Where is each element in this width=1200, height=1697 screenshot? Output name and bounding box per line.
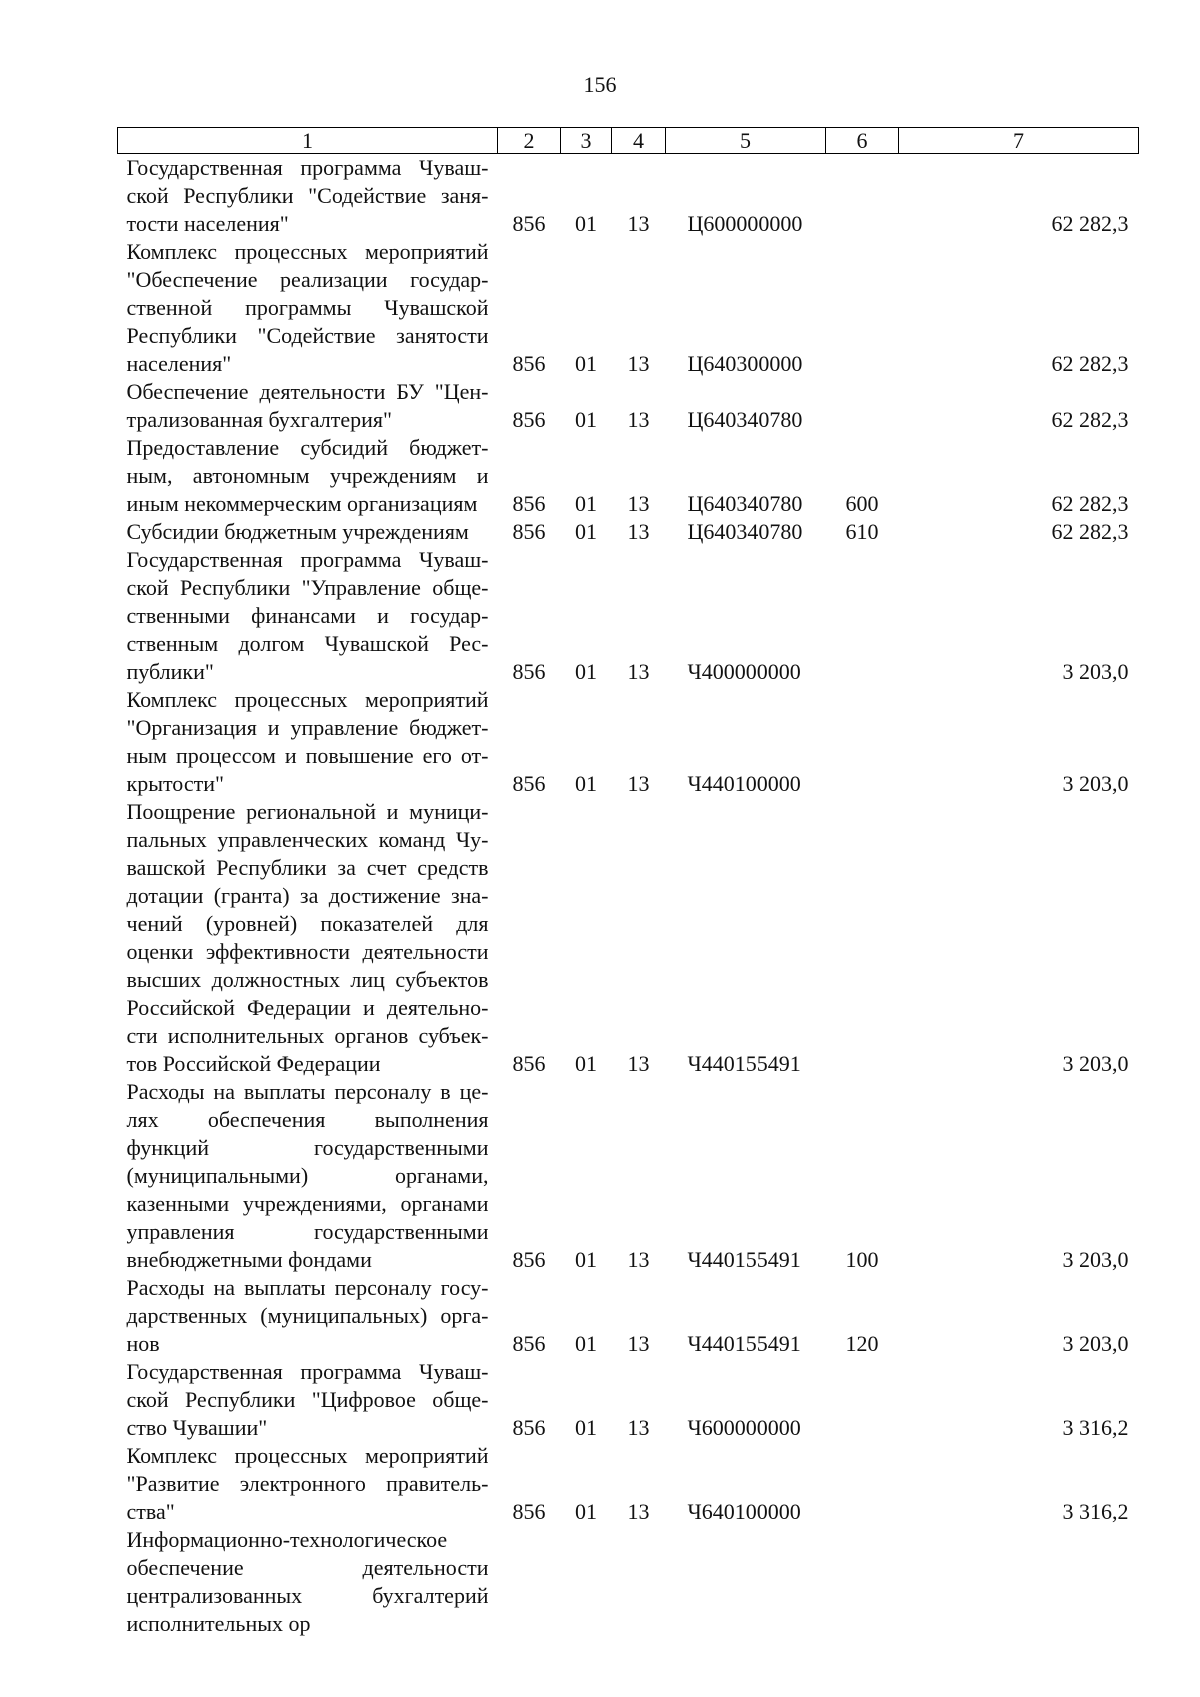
section-code: 01 — [575, 211, 597, 236]
amount: 62 282,3 — [1051, 491, 1129, 516]
amount: 3 203,0 — [1062, 1331, 1129, 1356]
table-row — [118, 1078, 1139, 1274]
table-row — [118, 238, 1139, 378]
table-body — [118, 154, 1139, 1639]
table-row — [118, 1358, 1139, 1442]
section-code: 01 — [575, 519, 597, 544]
header-col-3: 3 — [561, 128, 612, 154]
amount: 3 203,0 — [1062, 659, 1129, 684]
ministry-code: 856 — [512, 211, 546, 236]
target-article-code: Ч600000000 — [687, 1415, 801, 1440]
expense-name: Комплекс процессных мероприятий "Развитие электронного правительства" — [126, 1443, 489, 1524]
expense-name: Информационно-технологическое обеспечение деятельности централизованных бухгалтерий исполнительных ор — [126, 1527, 489, 1636]
expense-name: Государственная программа Чувашской Республики "Цифровое общество Чувашии" — [126, 1359, 489, 1440]
expense-name: Поощрение региональной и муниципальных управленческих команд Чувашской Республики за счет средств дотации (гранта) за достижение значений (уровней) показателей для оценки эффективности деятельности высших должностных лиц субъектов Российской Федерации и деятельности исполнительных органов субъектов Российской Федерации — [126, 799, 489, 1076]
expense-name: Предоставление субсидий бюджетным, автономным учреждениям и иным некоммерческим организациям — [126, 435, 489, 516]
target-article-code: Ч640100000 — [687, 1499, 801, 1524]
header-col-1: 1 — [118, 128, 498, 154]
header-col-4: 4 — [612, 128, 666, 154]
expense-name: Расходы на выплаты персоналу в целях обеспечения выполнения функций государственными (муниципальными) органами, казенными учреждениями, органами управления государственными внебюджетными фондами — [126, 1079, 489, 1272]
subsection-code: 13 — [627, 1331, 650, 1356]
target-article-code: Ц640300000 — [687, 351, 803, 376]
amount: 62 282,3 — [1051, 211, 1129, 236]
ministry-code: 856 — [512, 1331, 546, 1356]
header-col-2: 2 — [498, 128, 561, 154]
ministry-code: 856 — [512, 659, 546, 684]
table-row — [118, 1442, 1139, 1526]
section-code: 01 — [575, 659, 597, 684]
target-article-code: Ч440155491 — [687, 1331, 801, 1356]
budget-table — [117, 127, 1139, 1638]
expense-type-code — [826, 378, 899, 434]
section-code: 01 — [575, 407, 597, 432]
expense-name: Субсидии бюджетным учреждениям — [126, 519, 469, 544]
target-article-code: Ч440100000 — [687, 771, 801, 796]
table-row — [118, 434, 1139, 518]
expense-name: Комплекс процессных мероприятий "Организация и управление бюджетным процессом и повышение его открытости" — [126, 687, 489, 796]
ministry-code: 856 — [512, 407, 546, 432]
ministry-code: 856 — [512, 491, 546, 516]
section-code: 01 — [575, 1415, 597, 1440]
table-row — [118, 378, 1139, 434]
subsection-code: 13 — [627, 1051, 650, 1076]
expense-type-code — [826, 546, 899, 686]
amount: 3 316,2 — [1062, 1415, 1129, 1440]
amount: 3 203,0 — [1062, 1051, 1129, 1076]
section-code: 01 — [575, 1499, 597, 1524]
table-row — [118, 1526, 1139, 1638]
table-header — [118, 128, 1139, 154]
amount — [899, 1526, 1139, 1638]
section-code: 01 — [575, 1331, 597, 1356]
subsection-code: 13 — [627, 771, 650, 796]
target-article-code: Ц640340780 — [687, 519, 803, 544]
expense-type-code — [826, 1526, 899, 1638]
section-code: 01 — [575, 1051, 597, 1076]
amount: 3 203,0 — [1062, 1247, 1129, 1272]
section-code: 01 — [575, 491, 597, 516]
expense-name: Расходы на выплаты персоналу государственных (муниципальных) органов — [126, 1275, 489, 1356]
expense-type-code — [826, 1358, 899, 1442]
ministry-code: 856 — [512, 1051, 546, 1076]
amount: 62 282,3 — [1051, 519, 1129, 544]
target-article-code: Ц640340780 — [687, 491, 803, 516]
expense-type-code: 120 — [845, 1331, 879, 1356]
target-article-code: Ч400000000 — [687, 659, 801, 684]
section-code: 01 — [575, 771, 597, 796]
expense-type-code: 100 — [845, 1247, 879, 1272]
page-number: 156 — [583, 72, 617, 97]
expense-type-code: 600 — [845, 491, 879, 516]
expense-type-code — [826, 1442, 899, 1526]
subsection-code: 13 — [627, 659, 650, 684]
ministry-code: 856 — [512, 519, 546, 544]
target-article-code — [666, 1526, 826, 1638]
amount: 62 282,3 — [1051, 351, 1129, 376]
section-code — [561, 1526, 612, 1638]
ministry-code: 856 — [512, 1247, 546, 1272]
expense-name: Государственная программа Чувашской Республики "Управление общественными финансами и государственным долгом Чувашской Республики" — [126, 547, 489, 684]
section-code: 01 — [575, 1247, 597, 1272]
table-row — [118, 518, 1139, 546]
table-row — [118, 546, 1139, 686]
header-col-5: 5 — [666, 128, 826, 154]
ministry-code — [498, 1526, 561, 1638]
expense-type-code — [826, 686, 899, 798]
expense-type-code — [826, 238, 899, 378]
header-col-7: 7 — [899, 128, 1139, 154]
table-row — [118, 686, 1139, 798]
subsection-code: 13 — [627, 1247, 650, 1272]
header-col-6: 6 — [826, 128, 899, 154]
ministry-code: 856 — [512, 1415, 546, 1440]
amount: 62 282,3 — [1051, 407, 1129, 432]
expense-type-code: 610 — [845, 519, 879, 544]
expense-name: Комплекс процессных мероприятий "Обеспечение реализации государственной программы Чувашской Республики "Содействие занятости населения" — [126, 239, 489, 376]
ministry-code: 856 — [512, 351, 546, 376]
subsection-code: 13 — [627, 1415, 650, 1440]
expense-name: Государственная программа Чувашской Республики "Содействие занятости населения" — [126, 155, 489, 236]
amount: 3 203,0 — [1062, 771, 1129, 796]
subsection-code: 13 — [627, 491, 650, 516]
table-row — [118, 154, 1139, 239]
target-article-code: Ц600000000 — [687, 211, 803, 236]
table-row — [118, 1274, 1139, 1358]
subsection-code — [612, 1526, 666, 1638]
subsection-code: 13 — [627, 211, 650, 236]
table-row — [118, 798, 1139, 1078]
target-article-code: Ч440155491 — [687, 1051, 801, 1076]
subsection-code: 13 — [627, 1499, 650, 1524]
ministry-code: 856 — [512, 1499, 546, 1524]
target-article-code: Ц640340780 — [687, 407, 803, 432]
subsection-code: 13 — [627, 519, 650, 544]
subsection-code: 13 — [627, 351, 650, 376]
expense-type-code — [826, 798, 899, 1078]
header-row — [118, 128, 1139, 154]
target-article-code: Ч440155491 — [687, 1247, 801, 1272]
amount: 3 316,2 — [1062, 1499, 1129, 1524]
section-code: 01 — [575, 351, 597, 376]
expense-name: Обеспечение деятельности БУ "Централизованная бухгалтерия" — [126, 379, 489, 432]
expense-type-code — [826, 154, 899, 239]
ministry-code: 856 — [512, 771, 546, 796]
subsection-code: 13 — [627, 407, 650, 432]
